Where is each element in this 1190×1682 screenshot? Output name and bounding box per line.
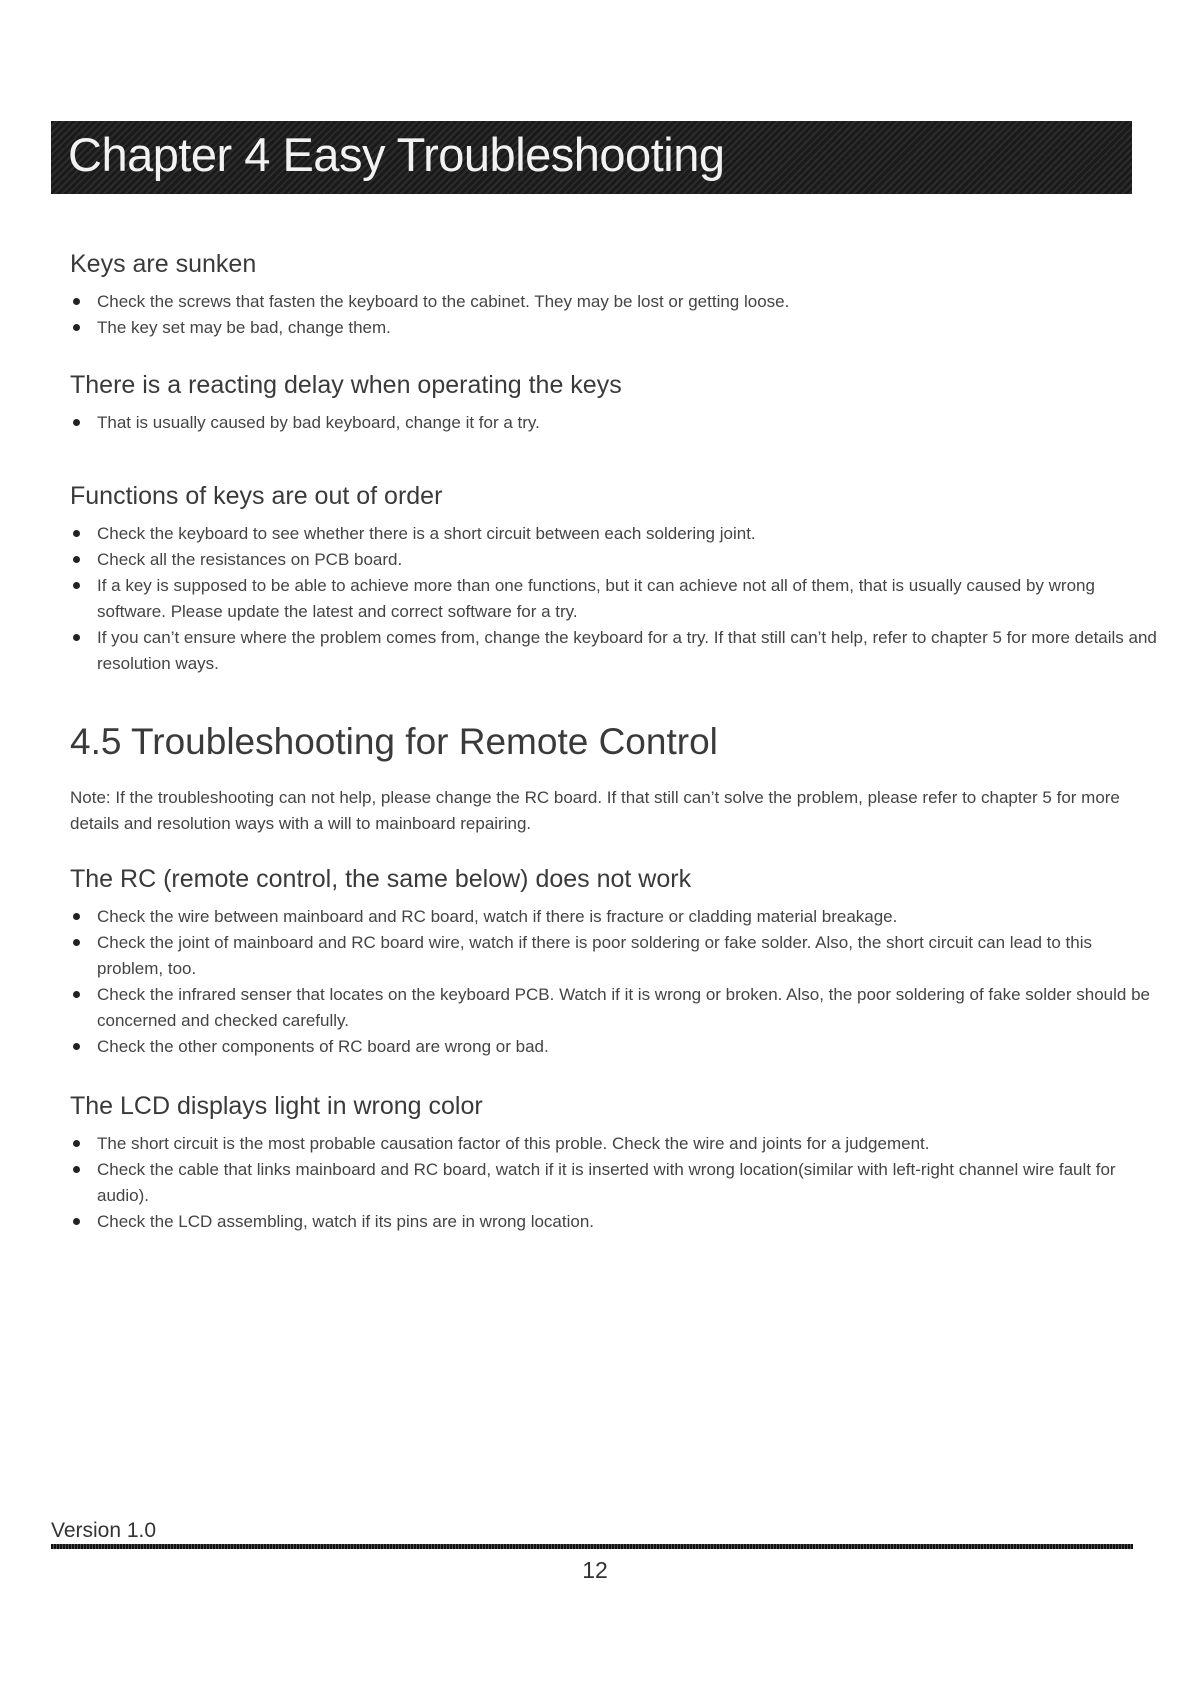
bullet-list-reacting-delay (70, 410, 1160, 436)
list-item: Check the keyboard to see whether there is a short circuit between each soldering joint. (70, 521, 1160, 547)
list-item: If a key is supposed to be able to achieve more than one functions, but it can achieve not all of them, that is usually caused by wrong software. Please update the latest and correct software for a try. (70, 573, 1160, 625)
section-title-remote-control: 4.5 Troubleshooting for Remote Control (70, 721, 718, 762)
bullet-list-lcd-wrong-color (70, 1131, 1160, 1235)
footer-version: Version 1.0 (51, 1519, 157, 1542)
list-item: Check the wire between mainboard and RC board, watch if there is fracture or cladding material breakage. (70, 904, 1160, 930)
list-item: Check the infrared senser that locates on the keyboard PCB. Watch if it is wrong or broken. Also, the poor soldering of fake solder should be concerned and checked carefully. (70, 982, 1160, 1034)
list-item: Check all the resistances on PCB board. (70, 547, 1160, 573)
list-item: The key set may be bad, change them. (70, 315, 1160, 341)
subsection-title-rc-not-work: The RC (remote control, the same below) does not work (70, 865, 692, 893)
chapter-title: Chapter 4 Easy Troubleshooting (68, 128, 725, 181)
list-item: Check the other components of RC board are wrong or bad. (70, 1034, 1160, 1060)
bullet-list-keys-sunken (70, 289, 1160, 341)
list-item: If you can’t ensure where the problem comes from, change the keyboard for a try. If that still can’t help, refer to chapter 5 for more details and resolution ways. (70, 625, 1160, 677)
list-item: Check the joint of mainboard and RC board wire, watch if there is poor soldering or fake solder. Also, the short circuit can lead to this problem, too. (70, 930, 1160, 982)
page-content (70, 250, 1160, 1235)
footer-divider (51, 1544, 1133, 1549)
list-item: That is usually caused by bad keyboard, change it for a try. (70, 410, 1160, 436)
list-item: Check the screws that fasten the keyboard to the cabinet. They may be lost or getting loose. (70, 289, 1160, 315)
list-item: The short circuit is the most probable causation factor of this proble. Check the wire and joints for a judgement. (70, 1131, 1160, 1157)
subsection-title-keys-sunken: Keys are sunken (70, 250, 257, 278)
bullet-list-out-of-order (70, 521, 1160, 677)
list-item: Check the LCD assembling, watch if its pins are in wrong location. (70, 1209, 1160, 1235)
subsection-title-reacting-delay: There is a reacting delay when operating the keys (70, 371, 622, 399)
subsection-title-lcd-wrong-color: The LCD displays light in wrong color (70, 1092, 483, 1120)
page-number: 12 (582, 1557, 608, 1583)
bullet-list-rc-not-work (70, 904, 1160, 1060)
remote-control-note: Note: If the troubleshooting can not help, please change the RC board. If that still can’t solve the problem, please refer to chapter 5 for more details and resolution ways with a will to mainboard repairing. (70, 788, 1120, 833)
chapter-banner (51, 121, 1132, 194)
list-item: Check the cable that links mainboard and RC board, watch if it is inserted with wrong location(similar with left-right channel wire fault for audio). (70, 1157, 1160, 1209)
subsection-title-out-of-order: Functions of keys are out of order (70, 482, 443, 510)
